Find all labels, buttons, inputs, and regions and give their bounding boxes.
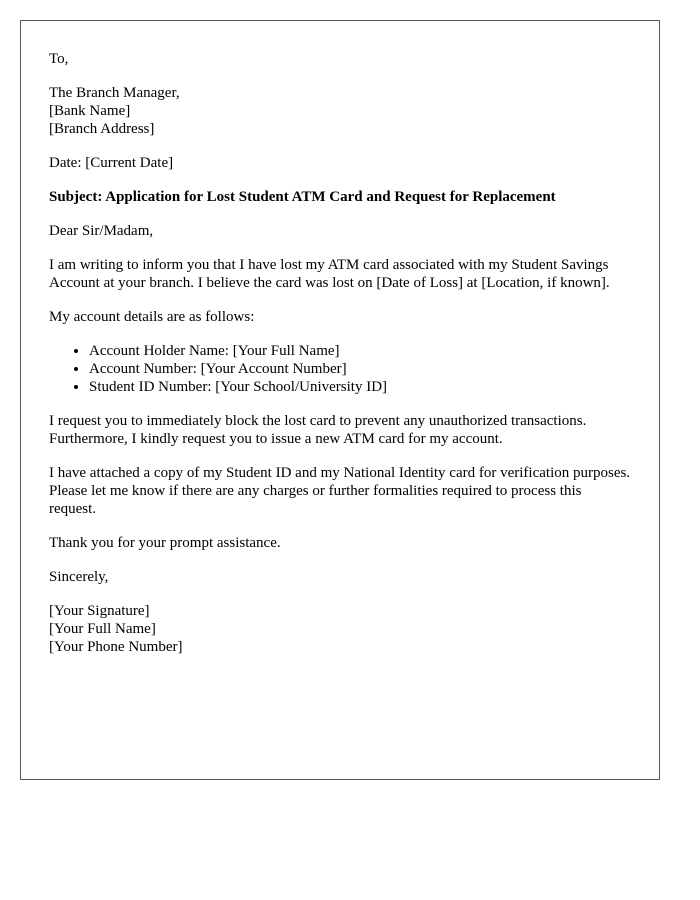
list-item: • Account Holder Name: [Your Full Name]: [89, 342, 631, 360]
list-item: • Student ID Number: [Your School/University ID]: [89, 378, 631, 396]
closing: Sincerely,: [49, 569, 109, 585]
letter-page: [20, 20, 660, 780]
list-item: • Account Number: [Your Account Number]: [89, 360, 631, 378]
recipient-line-3: [Branch Address]: [49, 121, 155, 137]
thanks-line: Thank you for your prompt assistance.: [49, 535, 281, 551]
recipient-line-2: [Bank Name]: [49, 103, 131, 119]
paragraph-lost-card: I am writing to inform you that I have lost my ATM card associated with my Student Savings Account at your branch. I believe the card was lost on [Date of Loss] at [Location, if known].: [49, 257, 610, 291]
greeting: Dear Sir/Madam,: [49, 223, 154, 239]
account-details-list: [49, 342, 631, 396]
account-details-intro: My account details are as follows:: [49, 309, 255, 325]
signature-block: [49, 602, 631, 656]
signature-line-3: [Your Phone Number]: [49, 639, 183, 655]
signature-line-1: [Your Signature]: [49, 603, 150, 619]
recipient-block: [49, 84, 631, 138]
signature-line-2: [Your Full Name]: [49, 621, 156, 637]
letter-date: Date: [Current Date]: [49, 155, 174, 171]
paragraph-block-request: I request you to immediately block the lost card to prevent any unauthorized transactions. Furthermore, I kindly request you to issue a new ATM card for my account.: [49, 413, 587, 447]
salutation-to: To,: [49, 51, 69, 67]
recipient-line-1: The Branch Manager,: [49, 85, 180, 101]
paragraph-attachments: I have attached a copy of my Student ID and my National Identity card for verification purposes. Please let me know if there are any charges or further formalities required to process this request.: [49, 465, 631, 517]
letter-subject: Subject: Application for Lost Student ATM Card and Request for Replacement: [49, 189, 556, 205]
